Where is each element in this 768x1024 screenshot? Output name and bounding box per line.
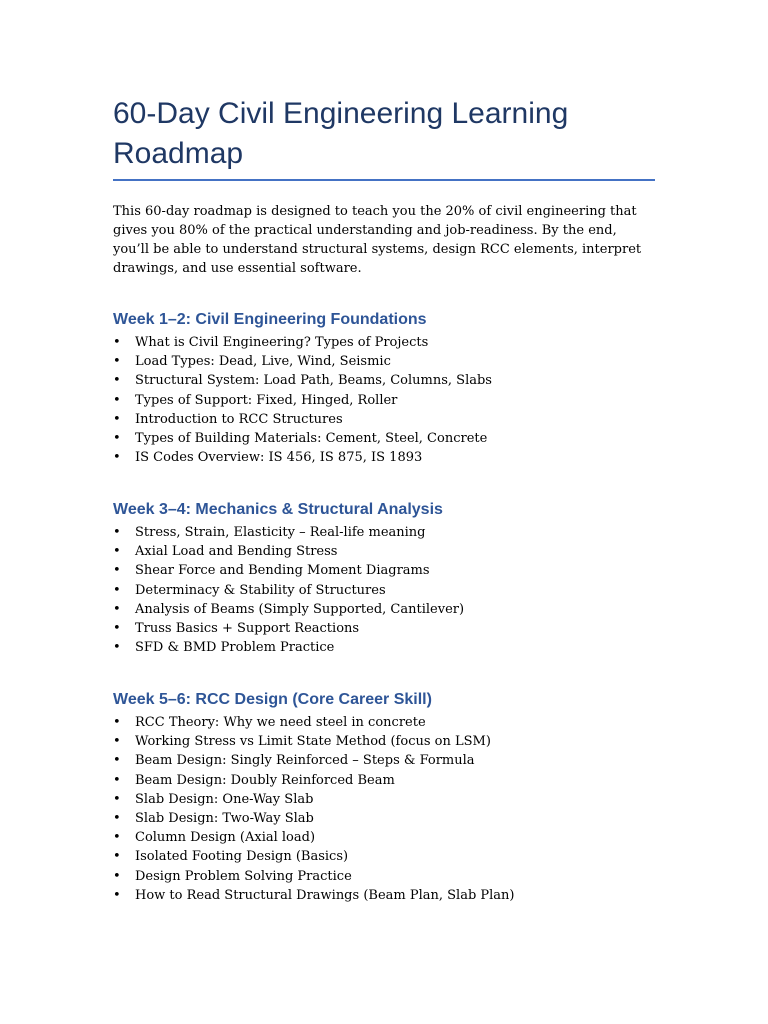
list-item-text: Determinacy & Stability of Structures	[135, 582, 386, 598]
list-item-text: Analysis of Beams (Simply Supported, Cantilever)	[135, 601, 465, 617]
list-item	[113, 542, 655, 561]
list-item-text: Slab Design: One-Way Slab	[135, 791, 314, 807]
bullet-icon: •	[113, 392, 121, 408]
bullet-list	[113, 713, 655, 905]
bullet-icon: •	[113, 621, 121, 637]
bullet-icon: •	[113, 450, 121, 466]
list-item-text: Axial Load and Bending Stress	[135, 544, 338, 560]
list-item-text: Shear Force and Bending Moment Diagrams	[135, 563, 430, 579]
list-item-text: What is Civil Engineering? Types of Projects	[135, 335, 429, 350]
section-heading: Week 1–2: Civil Engineering Foundations	[113, 311, 427, 328]
list-item-text: IS Codes Overview: IS 456, IS 875, IS 1893	[135, 450, 423, 466]
list-item	[113, 771, 655, 790]
list-item	[113, 867, 655, 886]
bullet-icon: •	[113, 544, 121, 560]
bullet-icon: •	[113, 772, 121, 788]
list-item	[113, 732, 655, 751]
section-heading: Week 5–6: RCC Design (Core Career Skill)	[113, 691, 432, 708]
bullet-icon: •	[113, 753, 121, 769]
list-item-text: Truss Basics + Support Reactions	[135, 621, 360, 637]
list-item	[113, 828, 655, 847]
bullet-icon: •	[113, 563, 121, 579]
bullet-icon: •	[113, 868, 121, 884]
list-item	[113, 581, 655, 600]
bullet-icon: •	[113, 525, 121, 540]
bullet-icon: •	[113, 431, 121, 447]
list-item-text: RCC Theory: Why we need steel in concrete	[135, 715, 426, 730]
list-item-text: Design Problem Solving Practice	[135, 868, 352, 884]
list-item	[113, 790, 655, 809]
list-item	[113, 886, 655, 905]
list-item-text: Column Design (Axial load)	[135, 830, 316, 846]
bullet-icon: •	[113, 715, 121, 730]
list-item-text: Load Types: Dead, Live, Wind, Seismic	[135, 354, 391, 370]
list-item-text: Structural System: Load Path, Beams, Columns, Slabs	[135, 373, 492, 389]
list-item-text: Slab Design: Two-Way Slab	[135, 811, 314, 827]
bullet-icon: •	[113, 849, 121, 865]
list-item	[113, 619, 655, 638]
list-item	[113, 391, 655, 410]
intro-paragraph: This 60-day roadmap is designed to teach you the 20% of civil engineering that gives you 80% of the practical understanding and job-readiness. By the end, you’ll be able to understand structural systems, design RCC elements, interpret drawings, and use essential software.	[113, 204, 642, 276]
list-item-text: Introduction to RCC Structures	[135, 411, 343, 427]
list-item	[113, 371, 655, 390]
list-item	[113, 352, 655, 371]
bullet-list	[113, 523, 655, 657]
bullet-icon: •	[113, 601, 121, 617]
list-item-text: Beam Design: Singly Reinforced – Steps & Formula	[135, 753, 475, 769]
list-item-text: Stress, Strain, Elasticity – Real-life meaning	[135, 525, 426, 540]
list-item-text: Working Stress vs Limit State Method (focus on LSM)	[135, 734, 491, 750]
list-item	[113, 410, 655, 429]
bullet-icon: •	[113, 887, 121, 903]
list-item-text: Beam Design: Doubly Reinforced Beam	[135, 772, 395, 788]
bullet-icon: •	[113, 335, 121, 350]
list-item	[113, 713, 655, 732]
list-item-text: SFD & BMD Problem Practice	[135, 640, 335, 656]
bullet-icon: •	[113, 640, 121, 656]
list-item	[113, 561, 655, 580]
bullet-icon: •	[113, 373, 121, 389]
list-item	[113, 333, 655, 352]
list-item	[113, 751, 655, 770]
list-item	[113, 600, 655, 619]
page-title: 60-Day Civil Engineering Learning Roadmap	[113, 97, 569, 170]
list-item	[113, 429, 655, 448]
section-week-3-4	[113, 499, 655, 657]
list-item	[113, 523, 655, 542]
bullet-icon: •	[113, 734, 121, 750]
section-week-1-2	[113, 309, 655, 467]
list-item	[113, 638, 655, 657]
list-item-text: Types of Support: Fixed, Hinged, Roller	[135, 392, 398, 408]
list-item	[113, 847, 655, 866]
list-item-text: Types of Building Materials: Cement, Steel, Concrete	[135, 431, 488, 447]
bullet-icon: •	[113, 354, 121, 370]
section-heading: Week 3–4: Mechanics & Structural Analysis	[113, 501, 443, 518]
list-item-text: How to Read Structural Drawings (Beam Plan, Slab Plan)	[135, 887, 515, 903]
bullet-icon: •	[113, 582, 121, 598]
section-week-5-6	[113, 689, 655, 905]
list-item	[113, 448, 655, 467]
bullet-icon: •	[113, 791, 121, 807]
bullet-list	[113, 333, 655, 467]
list-item	[113, 809, 655, 828]
list-item-text: Isolated Footing Design (Basics)	[135, 849, 349, 865]
title-divider	[113, 179, 655, 181]
bullet-icon: •	[113, 811, 121, 827]
bullet-icon: •	[113, 830, 121, 846]
bullet-icon: •	[113, 411, 121, 427]
